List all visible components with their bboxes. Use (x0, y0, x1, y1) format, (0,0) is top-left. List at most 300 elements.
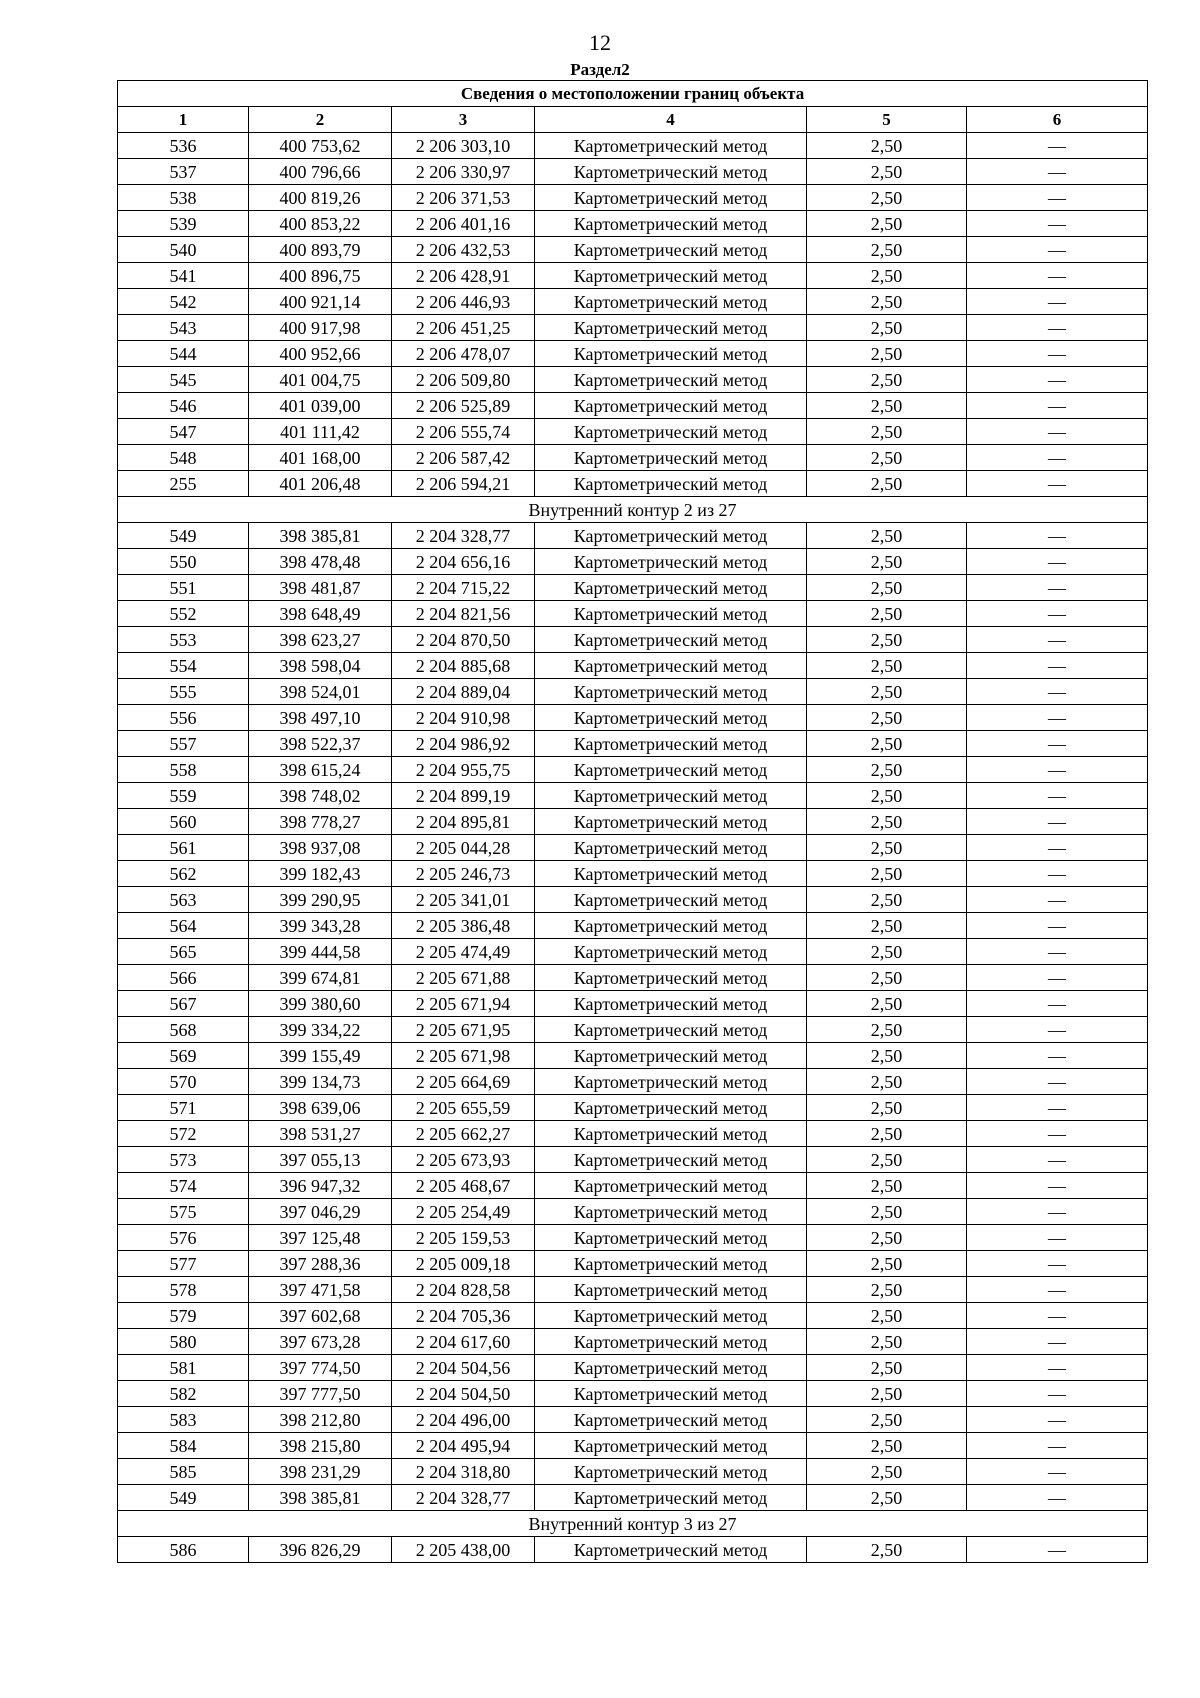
table-row (118, 133, 1148, 159)
x-coordinate-cell: 398 524,01 (249, 679, 392, 705)
accuracy-cell: 2,50 (807, 575, 967, 601)
accuracy-cell: 2,50 (807, 159, 967, 185)
note-cell: — (967, 887, 1148, 913)
table-row (118, 601, 1148, 627)
note-cell: — (967, 471, 1148, 497)
table-row (118, 1225, 1148, 1251)
accuracy-cell: 2,50 (807, 1459, 967, 1485)
y-coordinate-cell: 2 205 671,95 (392, 1017, 535, 1043)
point-number-cell: 557 (118, 731, 249, 757)
x-coordinate-cell: 398 639,06 (249, 1095, 392, 1121)
x-coordinate-cell: 397 055,13 (249, 1147, 392, 1173)
accuracy-cell: 2,50 (807, 1147, 967, 1173)
point-number-cell: 583 (118, 1407, 249, 1433)
x-coordinate-cell: 396 947,32 (249, 1173, 392, 1199)
accuracy-cell: 2,50 (807, 1017, 967, 1043)
note-cell: — (967, 1251, 1148, 1277)
table-row (118, 913, 1148, 939)
accuracy-cell: 2,50 (807, 393, 967, 419)
note-cell: — (967, 1173, 1148, 1199)
accuracy-cell: 2,50 (807, 341, 967, 367)
accuracy-cell: 2,50 (807, 1173, 967, 1199)
point-number-cell: 537 (118, 159, 249, 185)
accuracy-cell: 2,50 (807, 315, 967, 341)
method-cell: Картометрический метод (535, 913, 807, 939)
table-row (118, 1147, 1148, 1173)
method-cell: Картометрический метод (535, 1277, 807, 1303)
accuracy-cell: 2,50 (807, 1277, 967, 1303)
y-coordinate-cell: 2 204 328,77 (392, 1485, 535, 1511)
note-cell: — (967, 705, 1148, 731)
y-coordinate-cell: 2 204 318,80 (392, 1459, 535, 1485)
y-coordinate-cell: 2 205 671,94 (392, 991, 535, 1017)
table-row (118, 419, 1148, 445)
method-cell: Картометрический метод (535, 809, 807, 835)
note-cell: — (967, 1329, 1148, 1355)
column-header-row (118, 107, 1148, 133)
note-cell: — (967, 1433, 1148, 1459)
accuracy-cell: 2,50 (807, 1355, 967, 1381)
note-cell: — (967, 393, 1148, 419)
y-coordinate-cell: 2 205 664,69 (392, 1069, 535, 1095)
method-cell: Картометрический метод (535, 1173, 807, 1199)
x-coordinate-cell: 398 748,02 (249, 783, 392, 809)
point-number-cell: 586 (118, 1537, 249, 1563)
method-cell: Картометрический метод (535, 757, 807, 783)
y-coordinate-cell: 2 205 438,00 (392, 1537, 535, 1563)
note-cell: — (967, 1381, 1148, 1407)
point-number-cell: 571 (118, 1095, 249, 1121)
x-coordinate-cell: 400 952,66 (249, 341, 392, 367)
method-cell: Картометрический метод (535, 679, 807, 705)
table-row (118, 1433, 1148, 1459)
y-coordinate-cell: 2 206 525,89 (392, 393, 535, 419)
note-cell: — (967, 653, 1148, 679)
x-coordinate-cell: 399 155,49 (249, 1043, 392, 1069)
accuracy-cell: 2,50 (807, 1433, 967, 1459)
table-caption: Сведения о местоположении границ объекта (118, 81, 1148, 107)
method-cell: Картометрический метод (535, 705, 807, 731)
x-coordinate-cell: 398 215,80 (249, 1433, 392, 1459)
accuracy-cell: 2,50 (807, 653, 967, 679)
x-coordinate-cell: 400 753,62 (249, 133, 392, 159)
accuracy-cell: 2,50 (807, 783, 967, 809)
accuracy-cell: 2,50 (807, 471, 967, 497)
y-coordinate-cell: 2 205 246,73 (392, 861, 535, 887)
method-cell: Картометрический метод (535, 1043, 807, 1069)
note-cell: — (967, 757, 1148, 783)
y-coordinate-cell: 2 205 673,93 (392, 1147, 535, 1173)
contour-row (118, 1511, 1148, 1537)
x-coordinate-cell: 398 385,81 (249, 523, 392, 549)
y-coordinate-cell: 2 205 671,88 (392, 965, 535, 991)
y-coordinate-cell: 2 206 478,07 (392, 341, 535, 367)
x-coordinate-cell: 400 796,66 (249, 159, 392, 185)
table-row (118, 835, 1148, 861)
x-coordinate-cell: 399 380,60 (249, 991, 392, 1017)
x-coordinate-cell: 397 046,29 (249, 1199, 392, 1225)
point-number-cell: 543 (118, 315, 249, 341)
table-row (118, 653, 1148, 679)
note-cell: — (967, 289, 1148, 315)
note-cell: — (967, 185, 1148, 211)
point-number-cell: 580 (118, 1329, 249, 1355)
method-cell: Картометрический метод (535, 1407, 807, 1433)
point-number-cell: 555 (118, 679, 249, 705)
x-coordinate-cell: 399 334,22 (249, 1017, 392, 1043)
accuracy-cell: 2,50 (807, 419, 967, 445)
table-row (118, 627, 1148, 653)
point-number-cell: 549 (118, 523, 249, 549)
point-number-cell: 255 (118, 471, 249, 497)
method-cell: Картометрический метод (535, 367, 807, 393)
table-row (118, 731, 1148, 757)
x-coordinate-cell: 400 896,75 (249, 263, 392, 289)
y-coordinate-cell: 2 204 495,94 (392, 1433, 535, 1459)
point-number-cell: 553 (118, 627, 249, 653)
column-header: 2 (249, 107, 392, 133)
contour-label: Внутренний контур 2 из 27 (118, 497, 1148, 523)
accuracy-cell: 2,50 (807, 549, 967, 575)
note-cell: — (967, 913, 1148, 939)
y-coordinate-cell: 2 204 715,22 (392, 575, 535, 601)
note-cell: — (967, 601, 1148, 627)
note-cell: — (967, 809, 1148, 835)
accuracy-cell: 2,50 (807, 289, 967, 315)
accuracy-cell: 2,50 (807, 1121, 967, 1147)
point-number-cell: 559 (118, 783, 249, 809)
point-number-cell: 561 (118, 835, 249, 861)
point-number-cell: 545 (118, 367, 249, 393)
method-cell: Картометрический метод (535, 133, 807, 159)
y-coordinate-cell: 2 204 885,68 (392, 653, 535, 679)
note-cell: — (967, 341, 1148, 367)
point-number-cell: 549 (118, 1485, 249, 1511)
y-coordinate-cell: 2 204 496,00 (392, 1407, 535, 1433)
method-cell: Картометрический метод (535, 1433, 807, 1459)
note-cell: — (967, 1225, 1148, 1251)
y-coordinate-cell: 2 205 159,53 (392, 1225, 535, 1251)
method-cell: Картометрический метод (535, 861, 807, 887)
method-cell: Картометрический метод (535, 627, 807, 653)
y-coordinate-cell: 2 204 828,58 (392, 1277, 535, 1303)
table-row (118, 861, 1148, 887)
accuracy-cell: 2,50 (807, 1381, 967, 1407)
method-cell: Картометрический метод (535, 315, 807, 341)
point-number-cell: 546 (118, 393, 249, 419)
point-number-cell: 563 (118, 887, 249, 913)
table-row (118, 393, 1148, 419)
table-row (118, 1173, 1148, 1199)
accuracy-cell: 2,50 (807, 809, 967, 835)
note-cell: — (967, 159, 1148, 185)
note-cell: — (967, 1043, 1148, 1069)
note-cell: — (967, 1303, 1148, 1329)
table-row (118, 965, 1148, 991)
method-cell: Картометрический метод (535, 1121, 807, 1147)
y-coordinate-cell: 2 206 594,21 (392, 471, 535, 497)
table-row (118, 783, 1148, 809)
y-coordinate-cell: 2 206 509,80 (392, 367, 535, 393)
note-cell: — (967, 445, 1148, 471)
note-cell: — (967, 419, 1148, 445)
accuracy-cell: 2,50 (807, 133, 967, 159)
method-cell: Картометрический метод (535, 835, 807, 861)
x-coordinate-cell: 398 385,81 (249, 1485, 392, 1511)
y-coordinate-cell: 2 204 955,75 (392, 757, 535, 783)
method-cell: Картометрический метод (535, 965, 807, 991)
method-cell: Картометрический метод (535, 471, 807, 497)
y-coordinate-cell: 2 204 910,98 (392, 705, 535, 731)
point-number-cell: 569 (118, 1043, 249, 1069)
x-coordinate-cell: 399 290,95 (249, 887, 392, 913)
table-row (118, 679, 1148, 705)
y-coordinate-cell: 2 204 504,50 (392, 1381, 535, 1407)
point-number-cell: 550 (118, 549, 249, 575)
point-number-cell: 541 (118, 263, 249, 289)
method-cell: Картометрический метод (535, 419, 807, 445)
x-coordinate-cell: 400 853,22 (249, 211, 392, 237)
column-header: 6 (967, 107, 1148, 133)
y-coordinate-cell: 2 205 386,48 (392, 913, 535, 939)
method-cell: Картометрический метод (535, 237, 807, 263)
method-cell: Картометрический метод (535, 1251, 807, 1277)
point-number-cell: 552 (118, 601, 249, 627)
table-row (118, 289, 1148, 315)
method-cell: Картометрический метод (535, 1329, 807, 1355)
y-coordinate-cell: 2 205 341,01 (392, 887, 535, 913)
accuracy-cell: 2,50 (807, 757, 967, 783)
accuracy-cell: 2,50 (807, 367, 967, 393)
method-cell: Картометрический метод (535, 1355, 807, 1381)
accuracy-cell: 2,50 (807, 211, 967, 237)
y-coordinate-cell: 2 206 303,10 (392, 133, 535, 159)
point-number-cell: 573 (118, 1147, 249, 1173)
y-coordinate-cell: 2 204 328,77 (392, 523, 535, 549)
table-row (118, 1017, 1148, 1043)
note-cell: — (967, 1095, 1148, 1121)
x-coordinate-cell: 401 111,42 (249, 419, 392, 445)
table-row (118, 1199, 1148, 1225)
y-coordinate-cell: 2 204 821,56 (392, 601, 535, 627)
point-number-cell: 540 (118, 237, 249, 263)
accuracy-cell: 2,50 (807, 965, 967, 991)
x-coordinate-cell: 398 522,37 (249, 731, 392, 757)
x-coordinate-cell: 397 774,50 (249, 1355, 392, 1381)
x-coordinate-cell: 396 826,29 (249, 1537, 392, 1563)
point-number-cell: 568 (118, 1017, 249, 1043)
note-cell: — (967, 315, 1148, 341)
accuracy-cell: 2,50 (807, 445, 967, 471)
y-coordinate-cell: 2 205 254,49 (392, 1199, 535, 1225)
table-row (118, 315, 1148, 341)
table-row (118, 549, 1148, 575)
accuracy-cell: 2,50 (807, 1225, 967, 1251)
y-coordinate-cell: 2 204 504,56 (392, 1355, 535, 1381)
note-cell: — (967, 1355, 1148, 1381)
method-cell: Картометрический метод (535, 1017, 807, 1043)
method-cell: Картометрический метод (535, 549, 807, 575)
point-number-cell: 542 (118, 289, 249, 315)
x-coordinate-cell: 397 673,28 (249, 1329, 392, 1355)
table-row (118, 939, 1148, 965)
table-row (118, 575, 1148, 601)
note-cell: — (967, 939, 1148, 965)
note-cell: — (967, 575, 1148, 601)
y-coordinate-cell: 2 205 474,49 (392, 939, 535, 965)
method-cell: Картометрический метод (535, 263, 807, 289)
note-cell: — (967, 1537, 1148, 1563)
accuracy-cell: 2,50 (807, 1095, 967, 1121)
point-number-cell: 560 (118, 809, 249, 835)
accuracy-cell: 2,50 (807, 731, 967, 757)
x-coordinate-cell: 398 648,49 (249, 601, 392, 627)
table-row (118, 445, 1148, 471)
point-number-cell: 578 (118, 1277, 249, 1303)
note-cell: — (967, 1277, 1148, 1303)
note-cell: — (967, 1147, 1148, 1173)
y-coordinate-cell: 2 206 428,91 (392, 263, 535, 289)
table-row (118, 757, 1148, 783)
x-coordinate-cell: 399 343,28 (249, 913, 392, 939)
x-coordinate-cell: 399 182,43 (249, 861, 392, 887)
accuracy-cell: 2,50 (807, 861, 967, 887)
note-cell: — (967, 1485, 1148, 1511)
column-header: 3 (392, 107, 535, 133)
method-cell: Картометрический метод (535, 575, 807, 601)
method-cell: Картометрический метод (535, 393, 807, 419)
column-header: 5 (807, 107, 967, 133)
accuracy-cell: 2,50 (807, 1329, 967, 1355)
method-cell: Картометрический метод (535, 1381, 807, 1407)
y-coordinate-cell: 2 206 446,93 (392, 289, 535, 315)
method-cell: Картометрический метод (535, 289, 807, 315)
x-coordinate-cell: 398 615,24 (249, 757, 392, 783)
x-coordinate-cell: 400 917,98 (249, 315, 392, 341)
point-number-cell: 566 (118, 965, 249, 991)
table-row (118, 1069, 1148, 1095)
x-coordinate-cell: 399 674,81 (249, 965, 392, 991)
point-number-cell: 570 (118, 1069, 249, 1095)
boundary-coordinates-table (117, 80, 1148, 1563)
note-cell: — (967, 523, 1148, 549)
note-cell: — (967, 835, 1148, 861)
point-number-cell: 554 (118, 653, 249, 679)
point-number-cell: 585 (118, 1459, 249, 1485)
point-number-cell: 556 (118, 705, 249, 731)
y-coordinate-cell: 2 206 587,42 (392, 445, 535, 471)
y-coordinate-cell: 2 206 555,74 (392, 419, 535, 445)
method-cell: Картометрический метод (535, 601, 807, 627)
x-coordinate-cell: 397 602,68 (249, 1303, 392, 1329)
method-cell: Картометрический метод (535, 1537, 807, 1563)
accuracy-cell: 2,50 (807, 705, 967, 731)
x-coordinate-cell: 398 531,27 (249, 1121, 392, 1147)
column-header: 1 (118, 107, 249, 133)
table-row (118, 1095, 1148, 1121)
note-cell: — (967, 263, 1148, 289)
table-row (118, 1121, 1148, 1147)
point-number-cell: 547 (118, 419, 249, 445)
page-number: 12 (589, 30, 611, 55)
y-coordinate-cell: 2 205 662,27 (392, 1121, 535, 1147)
method-cell: Картометрический метод (535, 445, 807, 471)
accuracy-cell: 2,50 (807, 991, 967, 1017)
y-coordinate-cell: 2 205 671,98 (392, 1043, 535, 1069)
note-cell: — (967, 367, 1148, 393)
x-coordinate-cell: 401 004,75 (249, 367, 392, 393)
table-row (118, 523, 1148, 549)
note-cell: — (967, 1199, 1148, 1225)
point-number-cell: 579 (118, 1303, 249, 1329)
accuracy-cell: 2,50 (807, 627, 967, 653)
table-row (118, 1355, 1148, 1381)
method-cell: Картометрический метод (535, 1095, 807, 1121)
point-number-cell: 538 (118, 185, 249, 211)
method-cell: Картометрический метод (535, 523, 807, 549)
x-coordinate-cell: 400 893,79 (249, 237, 392, 263)
table-row (118, 185, 1148, 211)
point-number-cell: 582 (118, 1381, 249, 1407)
table-row (118, 1485, 1148, 1511)
table-row (118, 341, 1148, 367)
accuracy-cell: 2,50 (807, 1199, 967, 1225)
note-cell: — (967, 861, 1148, 887)
method-cell: Картометрический метод (535, 653, 807, 679)
method-cell: Картометрический метод (535, 211, 807, 237)
x-coordinate-cell: 401 168,00 (249, 445, 392, 471)
table-row (118, 1407, 1148, 1433)
x-coordinate-cell: 398 478,48 (249, 549, 392, 575)
table-row (118, 367, 1148, 393)
method-cell: Картометрический метод (535, 185, 807, 211)
table-row (118, 1303, 1148, 1329)
accuracy-cell: 2,50 (807, 835, 967, 861)
accuracy-cell: 2,50 (807, 185, 967, 211)
accuracy-cell: 2,50 (807, 913, 967, 939)
table-row (118, 1251, 1148, 1277)
table-row (118, 237, 1148, 263)
note-cell: — (967, 1121, 1148, 1147)
accuracy-cell: 2,50 (807, 601, 967, 627)
table-row (118, 1459, 1148, 1485)
note-cell: — (967, 1017, 1148, 1043)
point-number-cell: 562 (118, 861, 249, 887)
point-number-cell: 574 (118, 1173, 249, 1199)
note-cell: — (967, 1069, 1148, 1095)
method-cell: Картометрический метод (535, 1147, 807, 1173)
method-cell: Картометрический метод (535, 1069, 807, 1095)
y-coordinate-cell: 2 204 705,36 (392, 1303, 535, 1329)
y-coordinate-cell: 2 205 468,67 (392, 1173, 535, 1199)
table-row (118, 263, 1148, 289)
accuracy-cell: 2,50 (807, 1069, 967, 1095)
method-cell: Картометрический метод (535, 991, 807, 1017)
method-cell: Картометрический метод (535, 1225, 807, 1251)
table-row (118, 991, 1148, 1017)
table-row (118, 1329, 1148, 1355)
x-coordinate-cell: 397 125,48 (249, 1225, 392, 1251)
accuracy-cell: 2,50 (807, 679, 967, 705)
x-coordinate-cell: 401 039,00 (249, 393, 392, 419)
y-coordinate-cell: 2 204 656,16 (392, 549, 535, 575)
point-number-cell: 551 (118, 575, 249, 601)
y-coordinate-cell: 2 206 451,25 (392, 315, 535, 341)
table-row (118, 1537, 1148, 1563)
accuracy-cell: 2,50 (807, 523, 967, 549)
section-title: Раздел2 (570, 60, 630, 79)
table-row (118, 211, 1148, 237)
